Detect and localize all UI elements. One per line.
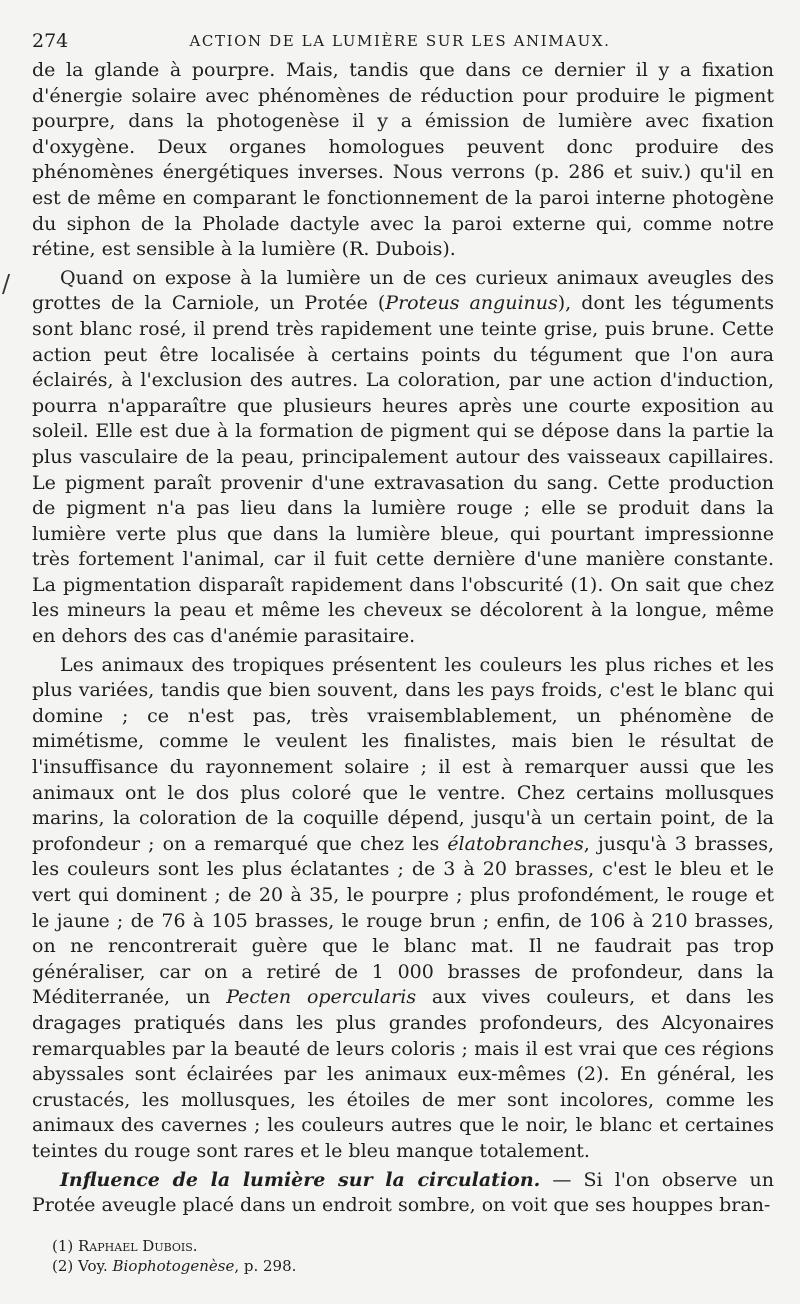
paragraph-3-text-b: , jusqu'à 3 brasses, les couleurs sont les plus éclatantes ; de 3 à 20 brasses, c'est le bleu et le vert qui dominent ; de 20 à 35, le pourpre ; plus profondément, le rouge et le jaune ; de 76 à 105 brasses, le rouge brun ; enfin, de 106 à 210 brasses, on ne rencontrerait guère que le blanc mat. Il ne faudrait pas trop généraliser, car on a retiré de 1 000 brasses de profondeur, dans la Méditerranée, un [32, 832, 774, 1009]
footnote-2-title: Biophotogenèse [112, 1257, 235, 1275]
paragraph-2-text-a: Quand on expose à la lumière un de ces curieux animaux aveugles des grottes de la Carniole, un Protée ( [32, 266, 774, 315]
section-heading: Influence de la lumière sur la circulation. [60, 1168, 541, 1191]
paragraph-1 [32, 58, 774, 263]
paragraph-2-text-b: ), dont les téguments sont blanc rosé, il prend très rapidement une teinte grise, puis brune. Cette action peut être localisée à certains points du tégument que l'on aura éclairés, à l'exclusion des autres. La coloration, par une action d'induction, pourra n'apparaître que plusieurs heures après une courte exposition au soleil. Elle est due à la formation de pigment qui se dépose dans la partie la plus vasculaire de la peau, principalement autour des vaisseaux capillaires. Le pigment paraît provenir d'une extravasation du sang. Cette production de pigment n'a pas lieu dans la lumière rouge ; elle se produit dans la lumière verte plus que dans la lumière bleue, qui pourtant impressionne très fortement l'animal, car il fuit cette dernière d'une manière constante. La pigmentation disparaît rapidement dans l'obscurité (1). On sait que chez les mineurs la peau et même les cheveux se décolorent à la longue, même en dehors des cas d'anémie parasitaire. [32, 292, 775, 648]
paragraph-3-text-a: Les animaux des tropiques présentent les couleurs les plus riches et les plus variées, tandis que bien souvent, dans les pays froids, c'est le blanc qui domine ; ce n'est pas, très vraisemblablement, un phénomène de mimétisme, comme le veulent les finalistes, mais bien le résultat de l'insuffisance du rayonnement solaire ; il est à remarquer aussi que les animaux ont le dos plus coloré que le ventre. Chez certains mollusques marins, la coloration de la coquille dépend, jusqu'à un certain point, de la profondeur ; on a remarqué que chez les [32, 653, 774, 855]
footnotes [52, 1236, 752, 1276]
footnote-1-mark: (1) [52, 1237, 79, 1255]
species-name-2: Pecten opercularis [226, 986, 417, 1009]
margin-mark: / [2, 270, 11, 298]
paragraph-3 [32, 653, 774, 1165]
paragraph-3-text-c: aux vives couleurs, et dans les dragages pratiqués dans les plus grandes profondeurs, des Alcyonaires remarquables par la beauté de leurs coloris ; mais il est vrai que ces régions abyssales sont éclairées par les animaux eux-mêmes (2). En général, les crustacés, les mollusques, les étoiles de mer sont incolores, comme les animaux des cavernes ; les couleurs autres que le noir, le blanc et certaines teintes du rouge sont rares et le bleu manque totalement. [32, 986, 774, 1162]
paragraph-4 [32, 1168, 774, 1219]
paragraph-4-text: — Si l'on observe un Protée aveugle placé dans un endroit sombre, on voit que ses houppes bran- [32, 1168, 775, 1217]
page-number: 274 [32, 30, 69, 52]
footnote-2 [52, 1256, 752, 1276]
paragraph-2 [32, 266, 774, 650]
running-head [32, 30, 768, 58]
footnote-1 [52, 1236, 752, 1256]
body-text [32, 58, 774, 1219]
species-name: Proteus anguinus [385, 292, 558, 315]
paragraph-1-text: de la glande à pourpre. Mais, tandis que dans ce dernier il y a fixation d'énergie solaire avec phénomènes de réduction pour produire le pigment pourpre, dans la photogenèse il y a émission de lumière avec fixation d'oxygène. Deux organes homologues peuvent donc produire des phénomènes énergétiques inverses. Nous verrons (p. 286 et suiv.) qu'il en est de même en comparant le fonctionnement de la paroi interne photogène du siphon de la Pholade dactyle avec la paroi externe qui, comme notre rétine, est sensible à la lumière (R. Dubois). [32, 59, 774, 261]
running-title: ACTION DE LA LUMIÈRE SUR LES ANIMAUX. [189, 32, 611, 50]
footnote-2-mark: (2) Voy. [52, 1257, 113, 1275]
footnote-2-page: , p. 298. [234, 1257, 297, 1275]
footnote-1-author: Raphael Dubois. [78, 1237, 198, 1255]
taxon-term: élatobranches [447, 832, 584, 855]
